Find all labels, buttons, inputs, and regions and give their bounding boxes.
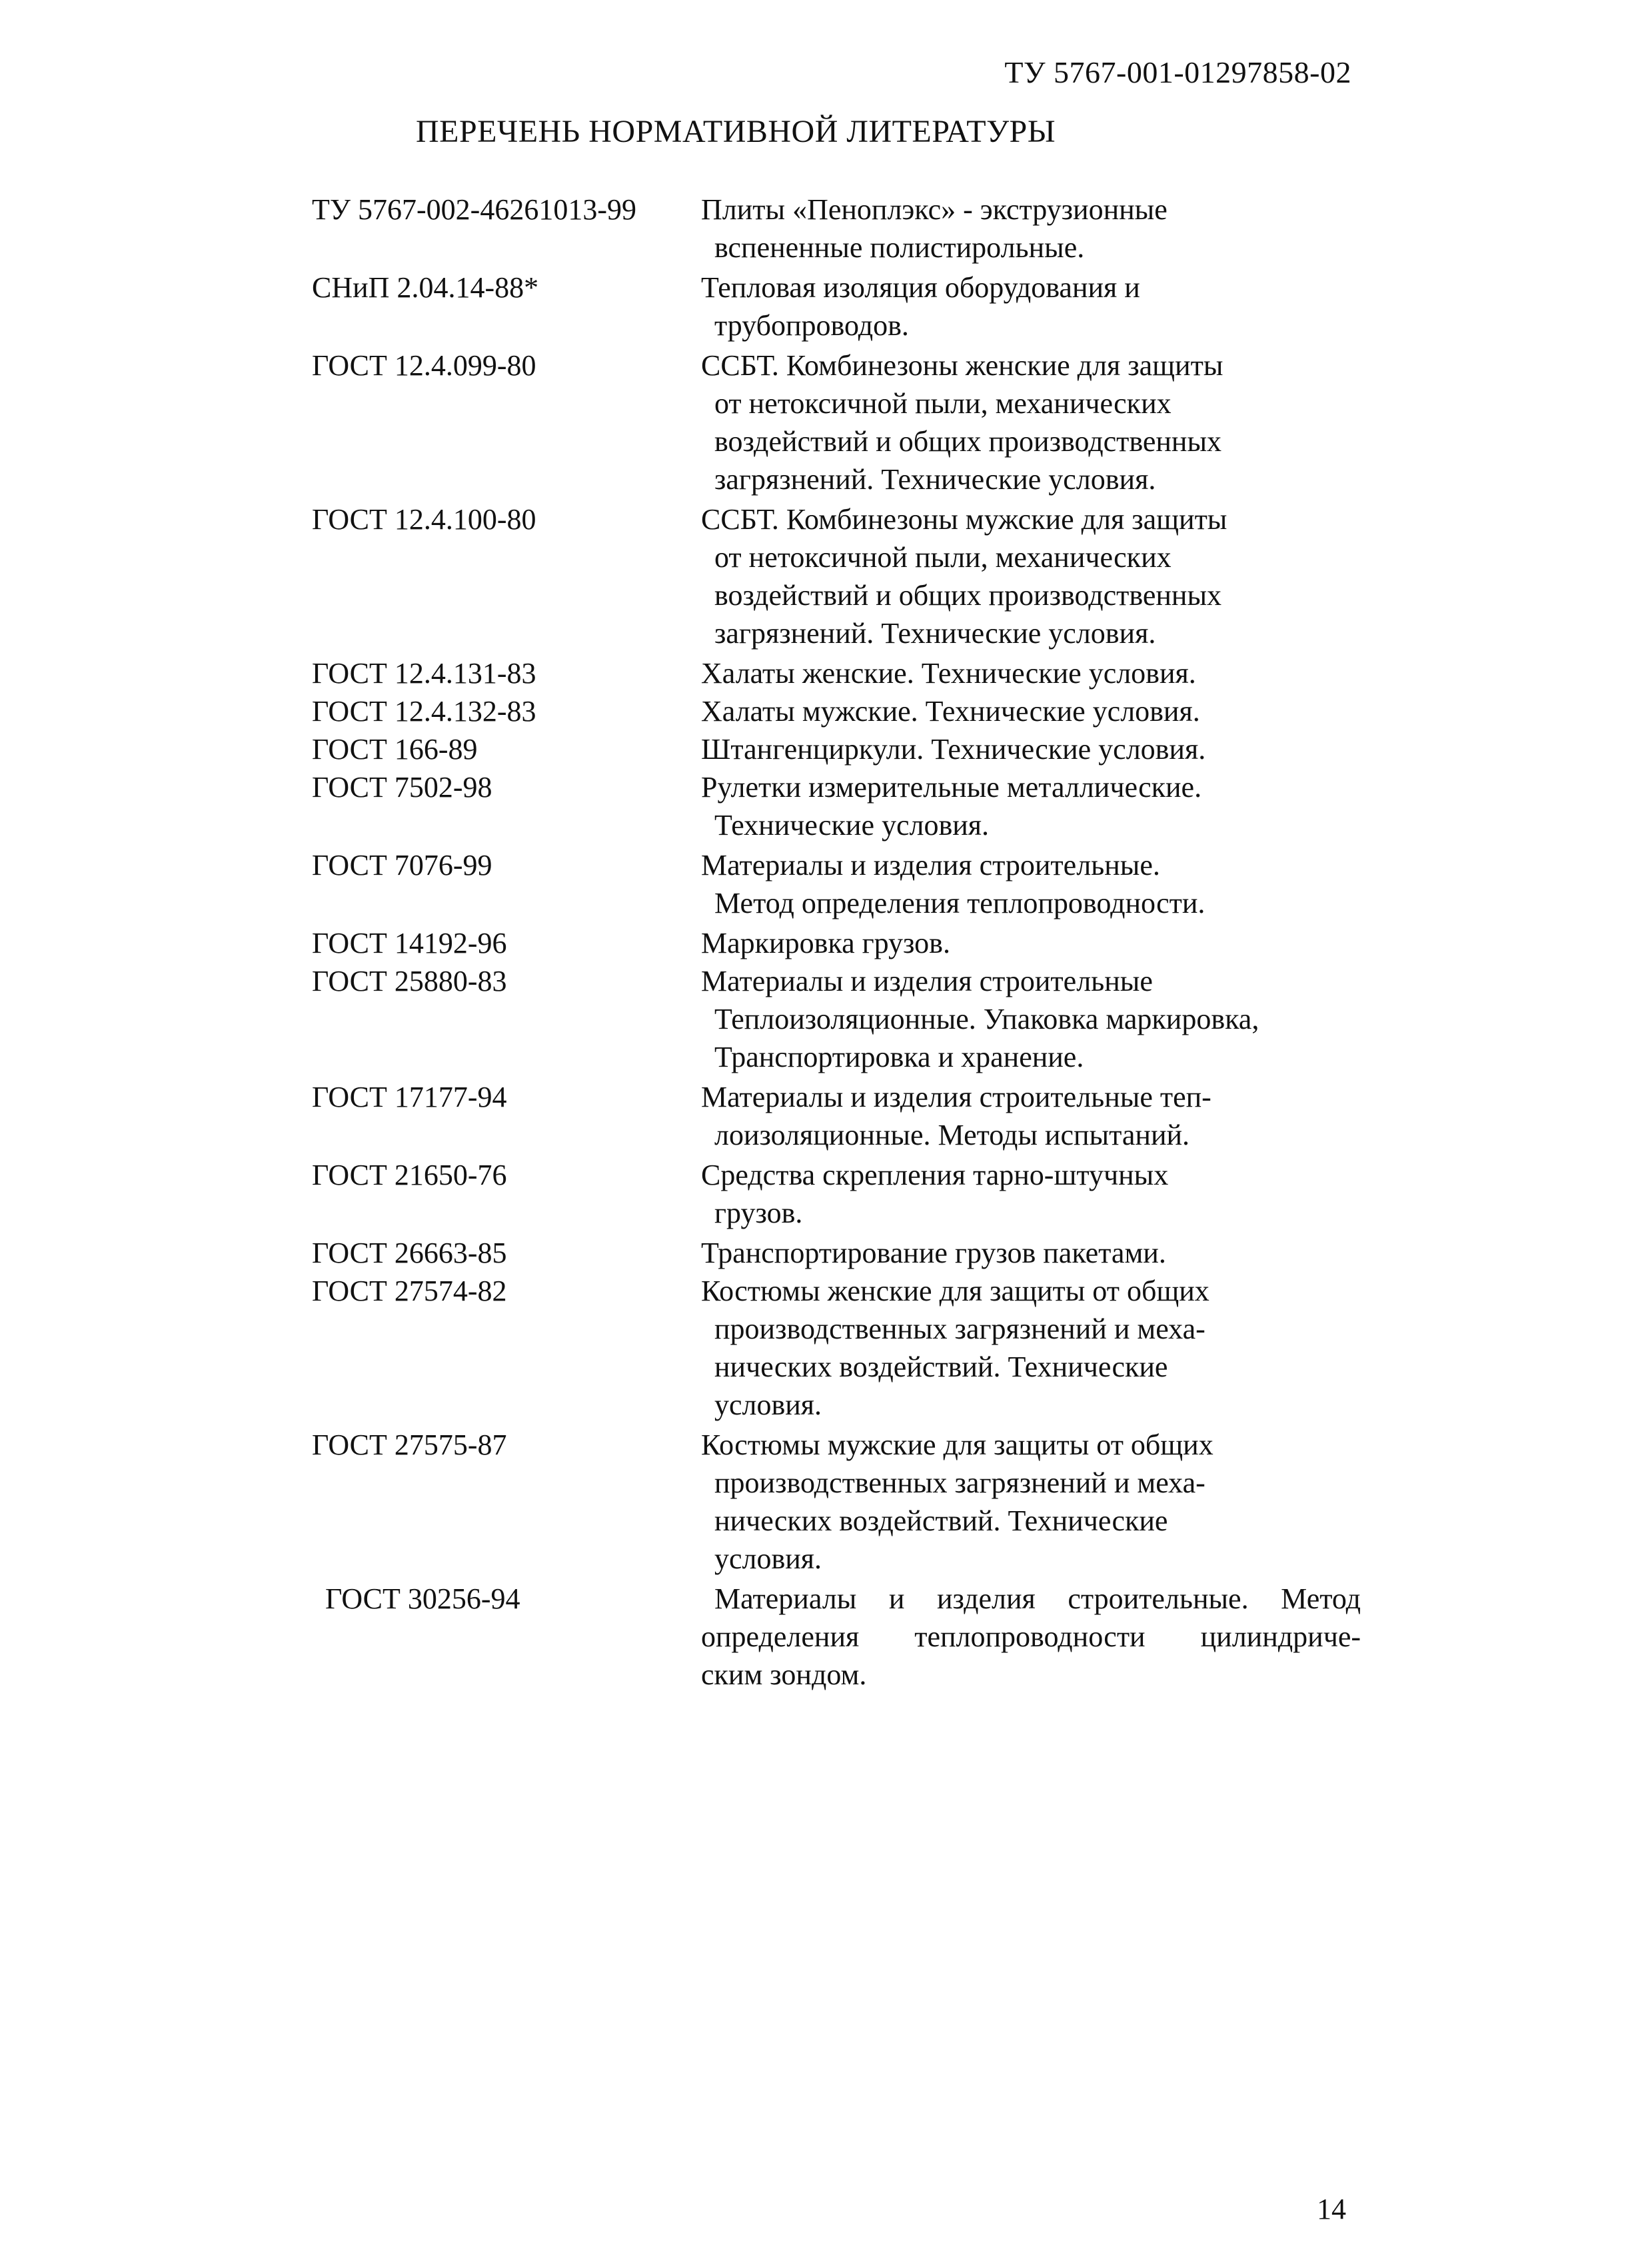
reference-description (701, 346, 1365, 498)
reference-description-line: Материалы и изделия строительные. (701, 849, 1160, 881)
reference-description-line: условия. (714, 1389, 822, 1421)
document-code: ТУ 5767-001-01297858-02 (1004, 55, 1351, 89)
reference-entry (312, 1078, 1365, 1154)
reference-description-line: Материалы и изделия строительные. Метод (714, 1582, 1361, 1615)
reference-entry (312, 191, 1365, 267)
reference-description-line: Маркировка грузов. (701, 927, 950, 959)
reference-code: ГОСТ 12.4.132-83 (312, 695, 536, 728)
reference-description-line: Плиты «Пеноплэкс» - экструзионные (701, 193, 1168, 226)
reference-code: ГОСТ 12.4.099-80 (312, 349, 536, 382)
reference-description-line: условия. (714, 1542, 822, 1575)
reference-description (701, 1580, 1365, 1694)
reference-entry (312, 269, 1365, 344)
reference-description-line: от нетоксичной пыли, механических (714, 541, 1172, 574)
reference-description-line: Метод определения теплопроводности. (714, 887, 1206, 919)
reference-description (701, 768, 1365, 844)
reference-description-line: Теплоизоляционные. Упаковка маркировка, (714, 1003, 1259, 1035)
reference-entry (312, 730, 1365, 768)
reference-description-line: Костюмы женские для защиты от общих (701, 1275, 1210, 1307)
reference-description (701, 1426, 1365, 1578)
reference-description-line: ССБТ. Комбинезоны женские для защиты (701, 349, 1223, 382)
reference-code: ГОСТ 14192-96 (312, 927, 507, 959)
reference-description (701, 692, 1365, 730)
reference-description-line: Транспортирование грузов пакетами. (701, 1237, 1166, 1269)
reference-description (701, 654, 1365, 692)
reference-description (701, 924, 1365, 962)
reference-code: ГОСТ 12.4.131-83 (312, 657, 536, 690)
reference-description-line: Халаты женские. Технические условия. (701, 657, 1196, 690)
reference-entry (312, 846, 1365, 922)
reference-code: ТУ 5767-002-46261013-99 (312, 193, 636, 226)
reference-code: ГОСТ 27575-87 (312, 1428, 507, 1461)
reference-description-line: производственных загрязнений и меха- (714, 1466, 1206, 1499)
reference-code: ГОСТ 26663-85 (312, 1237, 507, 1269)
reference-description (701, 846, 1365, 922)
reference-description (701, 191, 1365, 267)
reference-description-line: нических воздействий. Технические (714, 1351, 1168, 1383)
reference-description-line: лоизоляционные. Методы испытаний. (714, 1119, 1190, 1151)
reference-description-line: Средства скрепления тарно-штучных (701, 1159, 1169, 1191)
reference-code: ГОСТ 17177-94 (312, 1081, 507, 1113)
reference-code: ГОСТ 27574-82 (312, 1275, 507, 1307)
page-number: 14 (1317, 2193, 1346, 2225)
reference-description (701, 1078, 1365, 1154)
reference-description (701, 500, 1365, 652)
reference-entry (312, 962, 1365, 1076)
reference-description-line: Штангенциркули. Технические условия. (701, 733, 1206, 766)
reference-description-line: загрязнений. Технические условия. (714, 463, 1156, 496)
reference-description-line: трубопроводов. (714, 309, 909, 342)
reference-entry (312, 500, 1365, 652)
reference-description (701, 1272, 1365, 1424)
reference-description-line: вспененные полистирольные. (714, 231, 1085, 264)
reference-description-line: грузов. (714, 1197, 803, 1229)
reference-description-line: Технические условия. (714, 809, 990, 842)
reference-entry (312, 1426, 1365, 1578)
reference-description-line: ским зондом. (701, 1658, 867, 1691)
reference-entry (312, 1156, 1365, 1232)
reference-description-line: Халаты мужские. Технические условия. (701, 695, 1200, 728)
reference-description-line: воздействий и общих производственных (714, 425, 1222, 458)
reference-description-line: определения теплопроводности цилиндриче- (701, 1620, 1361, 1653)
reference-code: ГОСТ 166-89 (312, 733, 478, 766)
reference-description-line: воздействий и общих производственных (714, 579, 1222, 612)
reference-code: ГОСТ 7076-99 (312, 849, 492, 881)
reference-description-line: от нетоксичной пыли, механических (714, 387, 1172, 420)
reference-description-line: ССБТ. Комбинезоны мужские для защиты (701, 503, 1227, 536)
page-title: ПЕРЕЧЕНЬ НОРМАТИВНОЙ ЛИТЕРАТУРЫ (416, 114, 1056, 149)
reference-description-line: загрязнений. Технические условия. (714, 617, 1156, 650)
reference-description (701, 1156, 1365, 1232)
reference-description-line: Рулетки измерительные металлические. (701, 771, 1202, 804)
reference-entry (312, 1234, 1365, 1272)
reference-code: ГОСТ 21650-76 (312, 1159, 507, 1191)
reference-list (312, 191, 1365, 1694)
reference-description-line: Тепловая изоляция оборудования и (701, 271, 1140, 304)
reference-description-line: производственных загрязнений и меха- (714, 1313, 1206, 1345)
reference-description (701, 962, 1365, 1076)
reference-entry (312, 768, 1365, 844)
reference-description-line: Материалы и изделия строительные теп- (701, 1081, 1212, 1113)
reference-description (701, 1234, 1365, 1272)
reference-description-line: Материалы и изделия строительные (701, 965, 1153, 997)
reference-entry (312, 1580, 1365, 1694)
reference-description-line: Транспортировка и хранение. (714, 1041, 1084, 1073)
reference-entry (312, 1272, 1365, 1424)
reference-code: ГОСТ 7502-98 (312, 771, 492, 804)
reference-entry (312, 654, 1365, 692)
reference-description (701, 269, 1365, 344)
reference-description-line: нических воздействий. Технические (714, 1504, 1168, 1537)
reference-entry (312, 346, 1365, 498)
reference-code: ГОСТ 25880-83 (312, 965, 507, 997)
reference-description (701, 730, 1365, 768)
reference-description-line: Костюмы мужские для защиты от общих (701, 1428, 1214, 1461)
reference-entry (312, 692, 1365, 730)
reference-code: ГОСТ 12.4.100-80 (312, 503, 536, 536)
reference-entry (312, 924, 1365, 962)
reference-code: СНиП 2.04.14-88* (312, 271, 539, 304)
reference-code: ГОСТ 30256-94 (325, 1582, 520, 1615)
